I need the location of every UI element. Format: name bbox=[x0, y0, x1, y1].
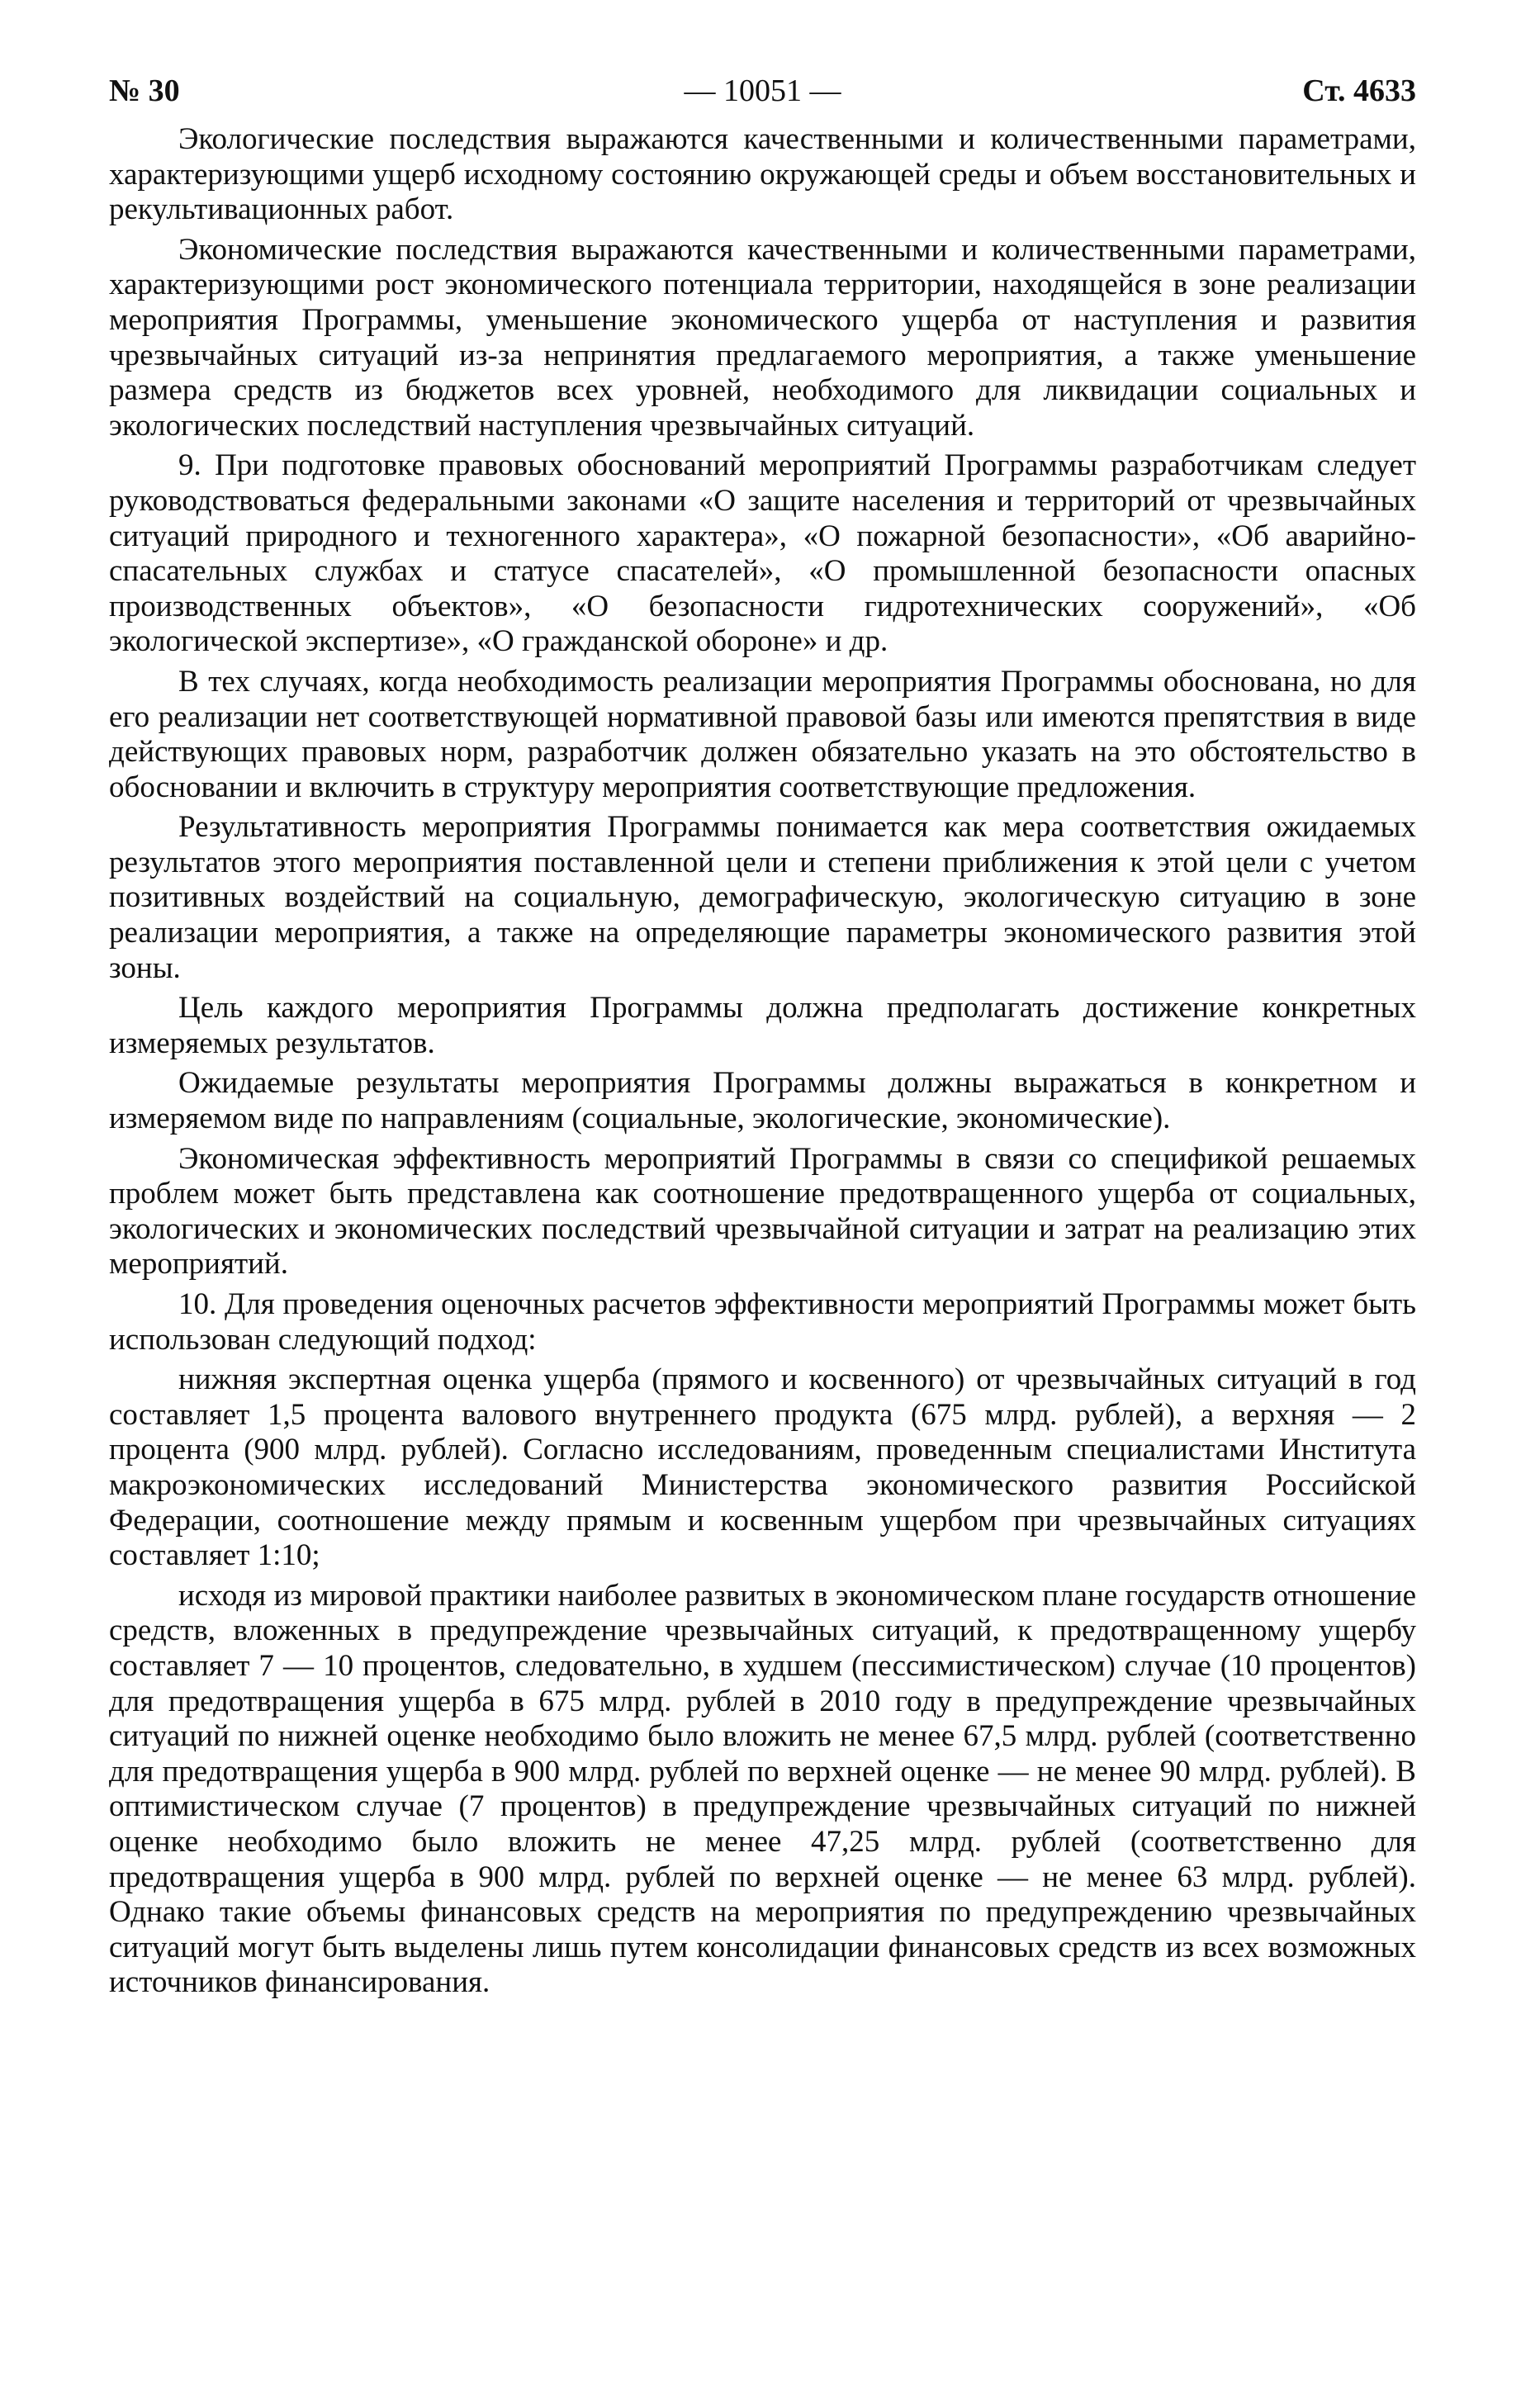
paragraph-economic-efficiency: Экономическая эффективность мероприятий Программы в связи со спецификой решаемых проблем может быть представлена как соотношение предотвращенного ущерба от социальных, экологических и экономических последствий чрезвычайной ситуации и затрат на реализацию этих мероприятий. bbox=[109, 1141, 1416, 1282]
paragraph-economic-consequences: Экономические последствия выражаются качественными и количественными параметрами, характеризующими рост экономического потенциала территории, находящейся в зоне реализации мероприятия Программы, уменьшение экономического ущерба от наступления и развития чрезвычайных ситуаций из-за непринятия предлагаемого мероприятия, а также уменьшение размера средств из бюджетов всех уровней, необходимого для ликвидации социальных и экологических последствий наступления чрезвычайных ситуаций. bbox=[109, 232, 1416, 443]
document-body bbox=[109, 122, 1416, 2001]
paragraph-world-practice: исходя из мировой практики наиболее развитых в экономическом плане государств отношение средств, вложенных в предупреждение чрезвычайных ситуаций, к предотвращенному ущербу составляет 7 — 10 процентов, следовательно, в худшем (пессимистическом) случае (10 процентов) для предотвращения ущерба в 675 млрд. рублей в 2010 году в предупреждение чрезвычайных ситуаций по нижней оценке необходимо было вложить не менее 67,5 млрд. рублей (соответственно для предотвращения ущерба в 900 млрд. рублей по верхней оценке — не менее 90 млрд. рублей). В оптимистическом случае (7 процентов) в предупреждение чрезвычайных ситуаций по нижней оценке необходимо было вложить не менее 47,25 млрд. рублей (соответственно для предотвращения ущерба в 900 млрд. рублей по верхней оценке — не менее 63 млрд. рублей). Однако такие объемы финансовых средств на мероприятия по предупреждению чрезвычайных ситуаций могут быть выделены лишь путем консолидации финансовых средств из всех возможных источников финансирования. bbox=[109, 1578, 1416, 2000]
issue-number: № 30 bbox=[109, 73, 180, 108]
paragraph-effectiveness-definition: Результативность мероприятия Программы понимается как мера соответствия ожидаемых результатов этого мероприятия поставленной цели и степени приближения к этой цели с учетом позитивных воздействий на социальную, демографическую, экологическую ситуацию в зоне реализации мероприятия, а также на определяющие параметры экономического развития этой зоны. bbox=[109, 810, 1416, 985]
paragraph-expected-results: Ожидаемые результаты мероприятия Программы должны выражаться в конкретном и измеряемом виде по направлениям (социальные, экологические, экономические). bbox=[109, 1066, 1416, 1136]
page-header bbox=[109, 66, 1416, 116]
paragraph-ecological-consequences: Экологические последствия выражаются качественными и количественными параметрами, характеризующими ущерб исходному состоянию окружающей среды и объем восстановительных и рекультивационных работ. bbox=[109, 122, 1416, 227]
document-page bbox=[109, 66, 1416, 2006]
paragraph-item-10-approach: 10. Для проведения оценочных расчетов эффективности мероприятий Программы может быть использован следующий подход: bbox=[109, 1287, 1416, 1357]
page-number: — 10051 — bbox=[684, 73, 841, 108]
paragraph-item-9-legal-basis: 9. При подготовке правовых обоснований мероприятий Программы разработчикам следует руководствоваться федеральными законами «О защите населения и территорий от чрезвычайных ситуаций природного и техногенного характера», «О пожарной безопасности», «Об аварийно-спасательных службах и статусе спасателей», «О промышленной безопасности опасных производственных объектов», «О безопасности гидротехнических сооружений», «Об экологической экспертизе», «О гражданской обороне» и др. bbox=[109, 448, 1416, 659]
paragraph-missing-legal-base: В тех случаях, когда необходимость реализации мероприятия Программы обоснована, но для его реализации нет соответствующей нормативной правовой базы или имеются препятствия в виде действующих правовых норм, разработчик должен обязательно указать на это обстоятельство в обосновании и включить в структуру мероприятия соответствующие предложения. bbox=[109, 664, 1416, 804]
article-number: Ст. 4633 bbox=[1302, 73, 1416, 108]
paragraph-measurable-goal: Цель каждого мероприятия Программы должна предполагать достижение конкретных измеряемых результатов. bbox=[109, 991, 1416, 1060]
paragraph-damage-estimate: нижняя экспертная оценка ущерба (прямого и косвенного) от чрезвычайных ситуаций в год составляет 1,5 процента валового внутреннего продукта (675 млрд. рублей), а верхняя — 2 процента (900 млрд. рублей). Согласно исследованиям, проведенным специалистами Института макроэкономических исследований Министерства экономического развития Российской Федерации, соотношение между прямым и косвенным ущербом при чрезвычайных ситуациях составляет 1:10; bbox=[109, 1362, 1416, 1573]
